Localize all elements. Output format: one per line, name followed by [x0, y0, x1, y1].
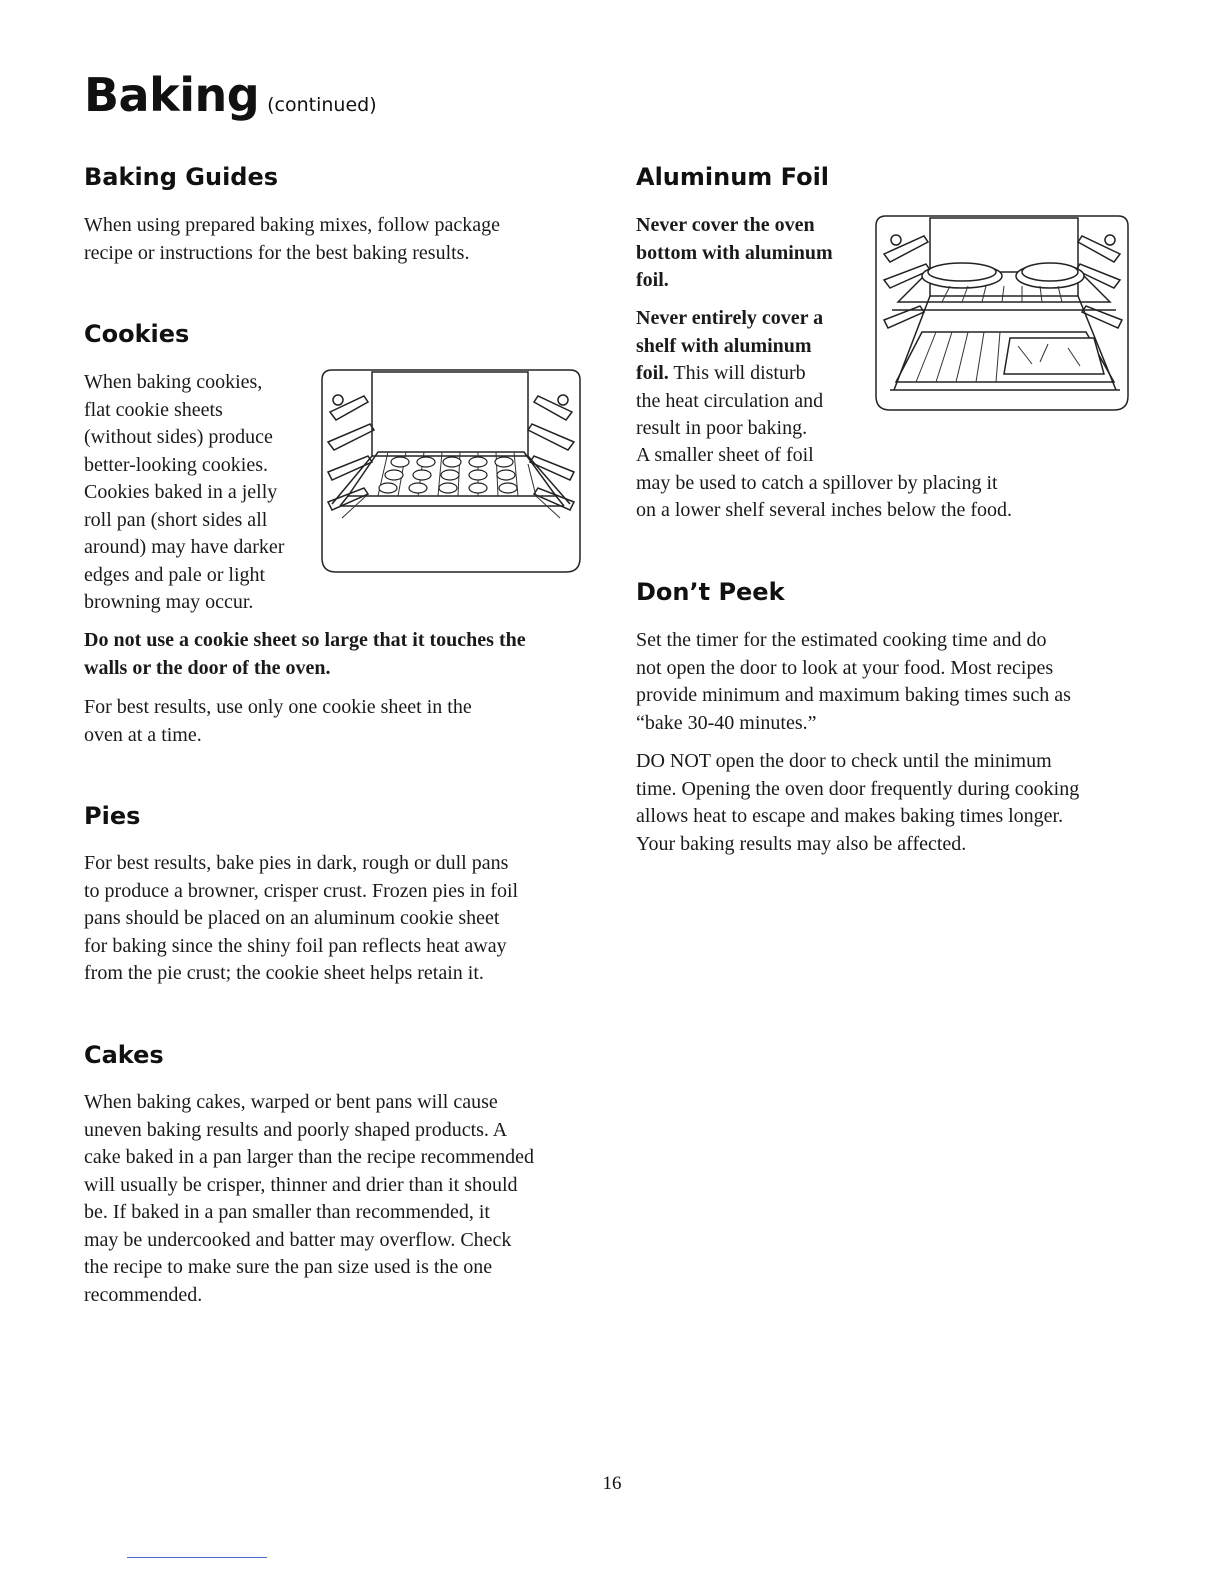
aluminum-foil-warning-2: Never entirely cover a shelf with aluminum foil. [636, 307, 824, 384]
dont-peek-heading: Don’t Peek [636, 578, 785, 606]
page-subtitle: (continued) [267, 94, 377, 116]
cakes-body: When baking cakes, warped or bent pans will cause uneven baking results and poorly shaped products. A cake baked in a pan larger than the recipe recommended will usually be crisper, thinner and drier than it should be. If baked in a pan smaller than recommended, it may be undercooked and batter may overflow. Check the recipe to make sure the pan size used is the one recommended. [84, 1091, 534, 1306]
aluminum-foil-warning-2-block [636, 305, 823, 443]
aluminum-foil-body: This will disturb the heat circulation and result in poor baking. [636, 362, 824, 439]
cookies-tip: For best results, use only one cookie sheet in the oven at a time. [84, 696, 472, 746]
cookies-heading: Cookies [84, 320, 190, 348]
baking-guides-heading: Baking Guides [84, 163, 279, 191]
page-number: 16 [602, 1473, 622, 1494]
aluminum-foil-warning-1: Never cover the oven bottom with aluminum foil. [636, 214, 833, 291]
oven-foil-shelf-illustration [872, 214, 1132, 414]
baking-guides-body: When using prepared baking mixes, follow package recipe or instructions for the best baking results. [84, 214, 500, 264]
cookies-warning: Do not use a cookie sheet so large that it touches the walls or the door of the oven. [84, 629, 526, 679]
aluminum-foil-heading: Aluminum Foil [636, 163, 830, 191]
cakes-heading: Cakes [84, 1041, 164, 1069]
page-title [84, 68, 377, 122]
pies-body: For best results, bake pies in dark, rough or dull pans to produce a browner, crisper crust. Frozen pies in foil pans should be placed on an aluminum cookie sheet for baking since the shiny foil pan reflects heat away from the pie crust; the cookie sheet helps retain it. [84, 852, 519, 984]
pies-heading: Pies [84, 802, 141, 830]
aluminum-foil-body-rest: A smaller sheet of foil may be used to catch a spillover by placing it on a lower shelf several inches below the food. [636, 444, 1012, 521]
cookies-body: When baking cookies, flat cookie sheets (without sides) produce better-looking cookies. Cookies baked in a jelly roll pan (short sides all around) may have darker edges and pale or light browning may occur. [84, 371, 285, 613]
dont-peek-body-2: DO NOT open the door to check until the minimum time. Opening the oven door frequently during cooking allows heat to escape and makes baking times longer. Your baking results may also be affected. [636, 750, 1080, 855]
footer-divider [127, 1557, 267, 1558]
oven-cookie-sheet-illustration [318, 368, 584, 578]
dont-peek-body: Set the timer for the estimated cooking time and do not open the door to look at your food. Most recipes provide minimum and maximum baking times such as “bake 30-40 minutes.” [636, 629, 1071, 734]
page-title-text: Baking [84, 68, 260, 122]
